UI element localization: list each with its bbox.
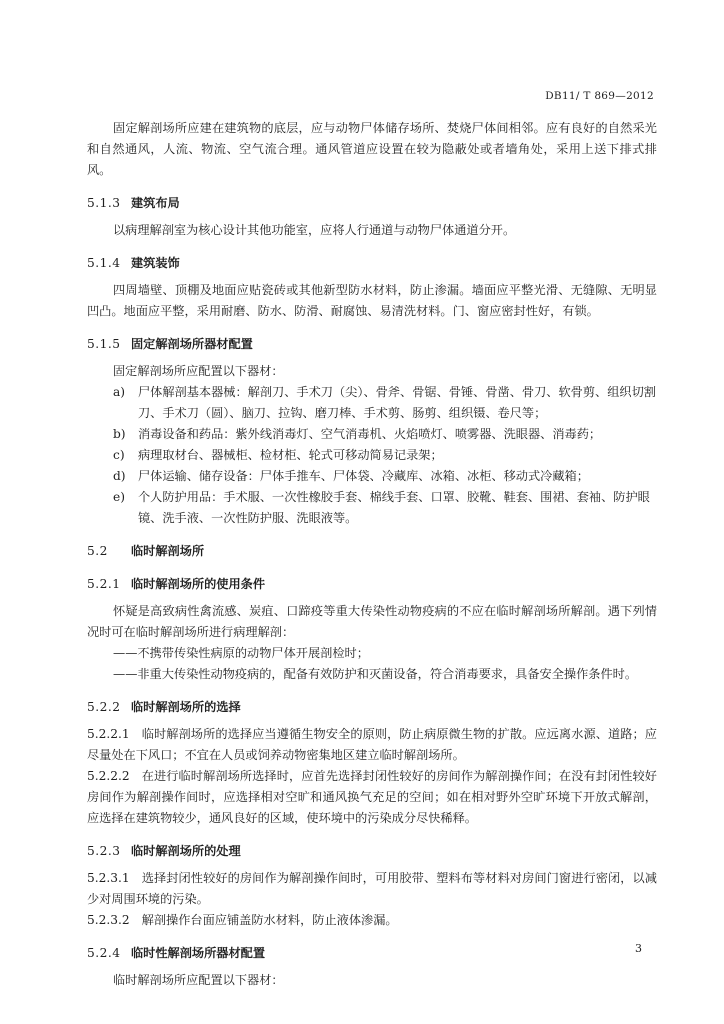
subclause-number: 5.2.2.1 [87, 727, 130, 741]
section-title: 临时解剖场所的使用条件 [131, 577, 266, 591]
paragraph: 怀疑是高致病性禽流感、炭疽、口蹄疫等重大传染性动物疫病的不应在临时解剖场所解剖。遇下列情况时可在临时解剖场所进行病理解剖： [87, 604, 657, 639]
section-number: 5.1.4 [87, 256, 121, 270]
list-item [87, 424, 657, 445]
section-heading [87, 541, 657, 562]
section-heading [87, 943, 657, 964]
section-number: 5.2.2 [87, 700, 121, 714]
list-marker: b) [113, 427, 126, 441]
paragraph: 临时解剖场所应配置以下器材： [113, 973, 284, 987]
list-marker: c) [113, 448, 125, 462]
section-heading [87, 193, 657, 214]
standard-code: DB11/ T 869—2012 [545, 90, 654, 102]
section-number: 5.2.1 [87, 577, 121, 591]
paragraph: 四周墙壁、顶棚及地面应贴瓷砖或其他新型防水材料，防止渗漏。墙面应平整光滑、无缝隙、无明显凹凸。地面应平整，采用耐磨、防水、防滑、耐腐蚀、易清洗材料。门、窗应密封性好，有锁。 [87, 283, 657, 318]
subclause-number: 5.2.3.1 [87, 871, 130, 885]
subclause-number: 5.2.2.2 [87, 769, 130, 783]
list-item [87, 382, 657, 424]
list-item-text: 个人防护用品：手术服、一次性橡胶手套、棉线手套、口罩、胶靴、鞋套、围裙、套袖、防护眼镜、洗手液、一次性防护服、洗眼液等。 [138, 490, 650, 525]
list-marker: e) [113, 490, 125, 504]
section-title: 临时解剖场所 [131, 544, 205, 558]
dash-item: ——不携带传染性病原的动物尸体开展剖检时； [113, 646, 369, 660]
list-marker: a) [113, 385, 126, 399]
section-number: 5.2.4 [87, 946, 121, 960]
list-item-text: 尸体运输、储存设备：尸体手推车、尸体袋、冷藏库、冰箱、冰柜、移动式冷藏箱； [138, 469, 589, 483]
subclause [87, 868, 657, 910]
paragraph: 以病理解剖室为核心设计其他功能室，应将人行通道与动物尸体通道分开。 [113, 223, 516, 237]
list-item [87, 445, 657, 466]
subclause [87, 910, 657, 931]
subclause-text: 选择封闭性较好的房间作为解剖操作间时，可用胶带、塑料布等材料对房间门窗进行密闭，以减少对周围环境的污染。 [87, 871, 657, 906]
paragraph: 固定解剖场所应建在建筑物的底层，应与动物尸体储存场所、焚烧尸体间相邻。应有良好的自然采光和自然通风，人流、物流、空气流合理。通风管道应设置在较为隐蔽处或者墙角处，采用上送下排式排风。 [87, 121, 657, 177]
list-item-text: 病理取材台、器械柜、检材柜、轮式可移动简易记录架； [138, 448, 443, 462]
list-item [87, 487, 657, 529]
subclause-text: 解剖操作台面应铺盖防水材料，防止液体渗漏。 [141, 913, 398, 927]
section-heading [87, 841, 657, 862]
subclause-number: 5.2.3.2 [87, 913, 130, 927]
section-title: 建筑布局 [131, 196, 180, 210]
section-heading [87, 697, 657, 718]
list-item-text: 尸体解剖基本器械：解剖刀、手术刀（尖）、骨斧、骨锯、骨锤、骨凿、骨刀、软骨剪、组织切割刀、手术刀（圆）、脑刀、拉钩、磨刀棒、手术剪、肠剪、组织镊、卷尺等； [138, 385, 656, 420]
section-title: 临时解剖场所的处理 [131, 844, 241, 858]
section-number: 5.2.3 [87, 844, 121, 858]
subclause [87, 724, 657, 766]
section-number: 5.1.3 [87, 196, 121, 210]
section-heading [87, 253, 657, 274]
document-body [87, 118, 657, 991]
subclause-text: 临时解剖场所的选择应当遵循生物安全的原则，防止病原微生物的扩散。应远离水源、道路；应尽量处在下风口；不宜在人员或饲养动物密集地区建立临时解剖场所。 [87, 727, 657, 762]
section-title: 临时性解剖场所器材配置 [131, 946, 266, 960]
list-marker: d) [113, 469, 126, 483]
subclause-text: 在进行临时解剖场所选择时，应首先选择封闭性较好的房间作为解剖操作间；在没有封闭性较好房间作为解剖操作间时，应选择相对空旷和通风换气充足的空间；如在相对野外空旷环境下开放式解剖，应选择在建筑物较少，通风良好的区域，使环境中的污染成分尽快稀释。 [87, 769, 657, 825]
page-number: 3 [635, 942, 642, 955]
subclause [87, 766, 657, 829]
section-heading [87, 574, 657, 595]
section-number: 5.2 [87, 544, 108, 558]
list-item [87, 466, 657, 487]
section-number: 5.1.5 [87, 337, 121, 351]
dash-item: ——非重大传染性动物疫病的，配备有效防护和灭菌设备，符合消毒要求，具备安全操作条件时。 [113, 667, 638, 681]
section-title: 临时解剖场所的选择 [131, 700, 241, 714]
list-item-text: 消毒设备和药品：紫外线消毒灯、空气消毒机、火焰喷灯、喷雾器、洗眼器、消毒药； [138, 427, 602, 441]
section-heading [87, 334, 657, 355]
section-title: 建筑装饰 [131, 256, 180, 270]
section-title: 固定解剖场所器材配置 [131, 337, 253, 351]
paragraph: 固定解剖场所应配置以下器材： [113, 364, 284, 378]
